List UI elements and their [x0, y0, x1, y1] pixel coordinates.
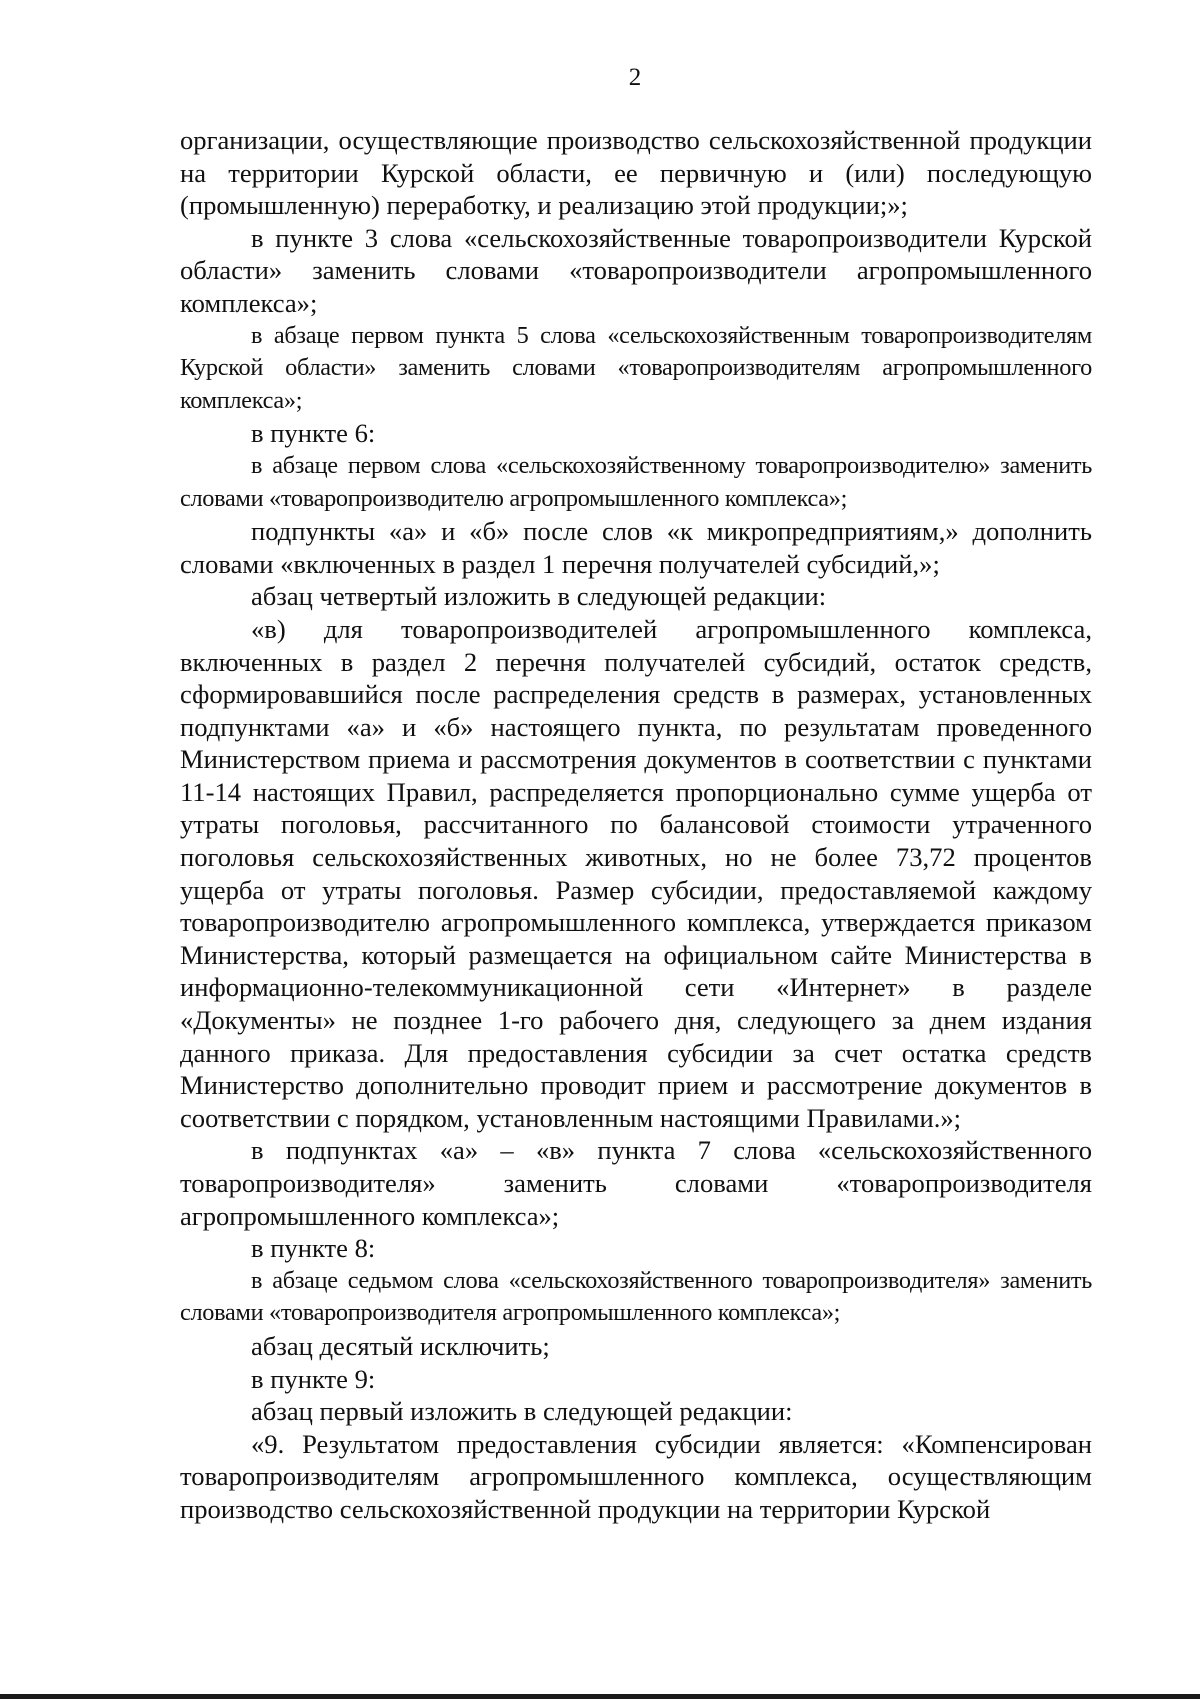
paragraph: организации, осуществляющие производство сельскохозяйственной продукции на территории Курской области, ее первичную и (или) последующую (промышленную) переработку, и реализацию этой продукции;»;: [180, 125, 1092, 221]
paragraph: абзац десятый исключить;: [251, 1330, 550, 1361]
paragraph: в абзаце первом слова «сельскохозяйственному товаропроизводителю» заменить словами «товаропроизводителю агропромышленного комплекса»;: [180, 451, 1092, 512]
paragraph: абзац четвертый изложить в следующей редакции:: [251, 581, 827, 612]
paragraph: в пункте 3 слова «сельскохозяйственные товаропроизводители Курской области» заменить словами «товаропроизводители агропромышленного комплекса»;: [180, 222, 1092, 318]
paragraph: в пункте 8:: [251, 1233, 376, 1264]
paragraph: в абзаце седьмом слова «сельскохозяйственного товаропроизводителя» заменить словами «товаропроизводителя агропромышленного комплекса»;: [180, 1266, 1092, 1327]
scan-edge: [0, 1694, 1200, 1699]
paragraph: абзац первый изложить в следующей редакции:: [251, 1396, 793, 1427]
paragraph: подпункты «а» и «б» после слов «к микропредприятиям,» дополнить словами «включенных в раздел 1 перечня получателей субсидий,»;: [180, 516, 1092, 579]
paragraph: в абзаце первом пункта 5 слова «сельскохозяйственным товаропроизводителям Курской области» заменить словами «товаропроизводителям агропромышленного комплекса»;: [180, 321, 1092, 414]
document-body: [180, 124, 1092, 1526]
page-number: 2: [628, 64, 642, 91]
paragraph: в подпунктах «а» – «в» пункта 7 слова «сельскохозяйственного товаропроизводителя» заменить словами «товаропроизводителя агропромышленного комплекса»;: [180, 1135, 1092, 1231]
paragraph: «9. Результатом предоставления субсидии является: «Компенсирован товаропроизводителям агропромышленного комплекса, осуществляющим производство сельскохозяйственной продукции на территории Курской: [180, 1428, 1092, 1524]
paragraph: в пункте 6:: [251, 418, 376, 449]
paragraph: «в) для товаропроизводителей агропромышленного комплекса, включенных в раздел 2 перечня получателей субсидий, остаток средств, сформировавшийся после распределения средств в размерах, установленных подпунктами «а» и «б» настоящего пункта, по результатам проведенного Министерством приема и рассмотрения документов в соответствии с пунктами 11-14 настоящих Правил, распределяется пропорционально сумме ущерба от утраты поголовья, рассчитанного по балансовой стоимости утраченного поголовья сельскохозяйственных животных, но не более 73,72 процентов ущерба от утраты поголовья. Размер субсидии, предоставляемой каждому товаропроизводителю агропромышленного комплекса, утверждается приказом Министерства, который размещается на официальном сайте Министерства в информационно-телекоммуникационной сети «Интернет» в разделе «Документы» не позднее 1-го рабочего дня, следующего за днем издания данного приказа. Для предоставления субсидии за счет остатка средств Министерство дополнительно проводит прием и рассмотрение документов в соответствии с порядком, установленным настоящими Правилами.»;: [180, 613, 1092, 1133]
paragraph: в пункте 9:: [251, 1363, 376, 1394]
